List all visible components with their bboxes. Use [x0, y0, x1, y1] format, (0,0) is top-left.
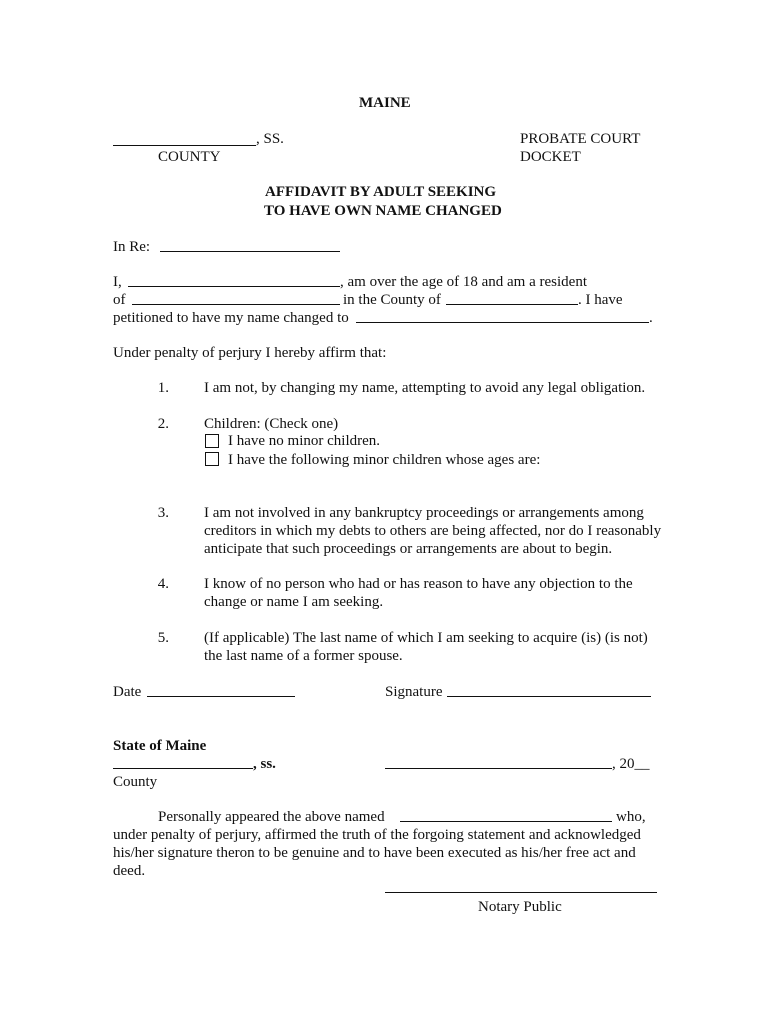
signature-field[interactable]	[447, 696, 651, 697]
item-3-number: 3.	[157, 505, 169, 521]
form-title-line2: TO HAVE OWN NAME CHANGED	[264, 203, 502, 219]
item-5-line1: (If applicable) The last name of which I am seeking to acquire (is) (is not)	[204, 630, 648, 646]
docket-label: DOCKET	[520, 149, 581, 165]
state-heading: MAINE	[359, 95, 411, 111]
item-4-line1: I know of no person who had or has reason to have any objection to the	[204, 576, 633, 592]
petitioned-text: petitioned to have my name changed to	[113, 310, 349, 326]
date-field[interactable]	[147, 696, 295, 697]
item-5-number: 5.	[157, 630, 169, 646]
item-5-line2: the last name of a former spouse.	[204, 648, 403, 664]
appeared-name-field[interactable]	[400, 821, 612, 822]
affirm-text: Under penalty of perjury I hereby affirm that:	[113, 345, 387, 361]
item-4-number: 4.	[157, 576, 169, 592]
has-minor-children-label: I have the following minor children whose ages are:	[228, 452, 541, 468]
of-prefix: of	[113, 292, 126, 308]
resident-text: , am over the age of 18 and am a resident	[340, 274, 587, 290]
no-minor-children-label: I have no minor children.	[228, 433, 381, 449]
notary-ss-label: , ss.	[253, 756, 276, 772]
notary-paragraph-line4: deed.	[113, 863, 146, 879]
affiant-name-field[interactable]	[128, 286, 340, 287]
signature-label: Signature	[385, 684, 443, 700]
new-name-field[interactable]	[356, 322, 649, 323]
notary-signature-line[interactable]	[385, 892, 657, 893]
notary-year-label: , 20__	[612, 756, 650, 772]
has-minor-children-checkbox[interactable]	[205, 452, 219, 466]
item-2-text: Children: (Check one)	[204, 416, 339, 432]
form-title-line1: AFFIDAVIT BY ADULT SEEKING	[265, 184, 497, 200]
item-1-number: 1.	[157, 380, 169, 396]
in-county-text: in the County of	[343, 292, 441, 308]
item-3-line1: I am not involved in any bankruptcy proceedings or arrangements among	[204, 505, 644, 521]
i-have-text: . I have	[578, 292, 623, 308]
notary-county-label: County	[113, 774, 158, 790]
item-2-number: 2.	[157, 416, 169, 432]
ss-label: , SS.	[256, 131, 284, 147]
in-re-label: In Re:	[113, 239, 151, 255]
notary-county-field[interactable]	[113, 768, 253, 769]
notary-date-field[interactable]	[385, 768, 612, 769]
residence-county-field[interactable]	[446, 304, 578, 305]
date-label: Date	[113, 684, 142, 700]
probate-court-label: PROBATE COURT	[520, 131, 641, 147]
state-of-maine-heading: State of Maine	[113, 738, 207, 754]
notary-public-label: Notary Public	[478, 899, 562, 915]
petitioned-period: .	[649, 310, 653, 326]
item-3-line3: anticipate that such proceedings or arrangements are about to begin.	[204, 541, 613, 557]
no-minor-children-checkbox[interactable]	[205, 434, 219, 448]
item-4-line2: change or name I am seeking.	[204, 594, 384, 610]
appeared-text: Personally appeared the above named	[158, 809, 385, 825]
notary-paragraph-line2: under penalty of perjury, affirmed the truth of the forgoing statement and acknowledged	[113, 827, 641, 843]
in-re-field[interactable]	[160, 251, 340, 252]
notary-paragraph-line3: his/her signature theron to be genuine and to have been executed as his/her free act and	[113, 845, 636, 861]
i-prefix: I,	[113, 274, 122, 290]
county-label: COUNTY	[158, 149, 221, 165]
item-1-text: I am not, by changing my name, attempting to avoid any legal obligation.	[204, 380, 646, 396]
item-3-line2: creditors in which my debts to others are being affected, nor do I reasonably	[204, 523, 662, 539]
appeared-who: who,	[616, 809, 646, 825]
residence-town-field[interactable]	[132, 304, 340, 305]
county-name-blank[interactable]	[113, 145, 256, 146]
